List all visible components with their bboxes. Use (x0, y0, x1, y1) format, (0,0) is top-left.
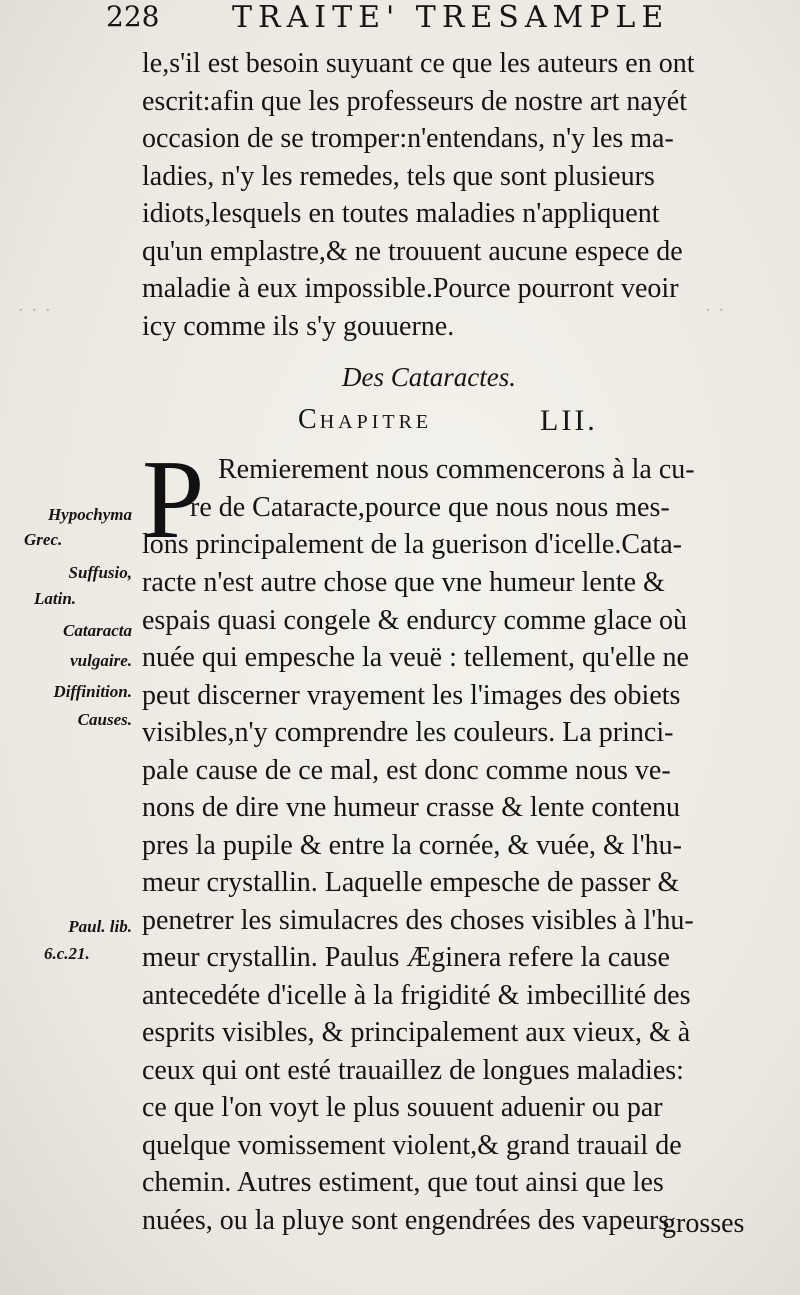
text-line: racte n'est autre chose que vne humeur lente & (142, 567, 665, 598)
margin-note: vulgaire. (70, 651, 132, 670)
text-line: chemin. Autres estiment, que tout ainsi que les (142, 1167, 664, 1198)
text-line: esprits visibles, & principalement aux vieux, & à (142, 1017, 691, 1048)
text-line: quelque vomissement violent,& grand trauail de (142, 1130, 682, 1161)
margin-note: Cataracta (63, 621, 132, 640)
text-line: espais quasi congele & endurcy comme glace où (142, 605, 688, 636)
margin-note: Suffusio, (68, 563, 132, 582)
margin-note: Paul. lib. (68, 917, 132, 936)
bleed-through-mark: · · (705, 300, 726, 321)
text-line: ladies, n'y les remedes, tels que sont plusieurs (142, 161, 655, 192)
section-title: Des Cataractes. (342, 362, 516, 392)
text-line: lons principalement de la guerison d'icelle.Cata- (142, 529, 682, 560)
text-line: ce que l'on voyt le plus souuent aduenir ou par (142, 1092, 663, 1123)
chapter-label-initial: C (298, 404, 320, 435)
text-line: occasion de se tromper:n'entendans, n'y les ma- (142, 123, 674, 154)
text-line: meur crystallin. Laquelle empesche de passer & (142, 867, 680, 898)
text-line: nuée qui empesche la veuë : tellement, qu'elle ne (142, 642, 689, 673)
margin-note: Latin. (34, 589, 77, 608)
text-line: re de Cataracte,pource que nous nous mes- (190, 492, 670, 523)
text-line: le,s'il est besoin suyuant ce que les auteurs en ont (142, 48, 695, 79)
page-number: 228 (106, 0, 160, 33)
text-line: peut discerner vrayement les l'images des obiets (142, 680, 681, 711)
chapter-label-rest: HAPITRE (319, 411, 433, 433)
margin-note: Grec. (24, 530, 63, 549)
chapter-heading (298, 404, 432, 436)
text-line: Remierement nous commencerons à la cu- (218, 454, 695, 485)
drop-cap: P (142, 438, 205, 562)
text-line: nons de dire vne humeur crasse & lente contenu (142, 792, 681, 823)
text-line: visibles,n'y comprendre les couleurs. La princi- (142, 717, 674, 748)
text-line: maladie à eux impossible.Pource pourront veoir (142, 273, 679, 304)
chapter-number: LII. (540, 404, 598, 437)
text-line: icy comme ils s'y gouuerne. (142, 311, 455, 342)
text-line: meur crystallin. Paulus Æginera refere la cause (142, 942, 670, 973)
running-head: TRAITE' TRESAMPLE (232, 0, 670, 35)
margin-note: 6.c.21. (44, 944, 90, 963)
text-line: ceux qui ont esté trauaillez de longues maladies: (142, 1055, 684, 1086)
catchword: grosses (662, 1208, 745, 1239)
text-line: pale cause de ce mal, est donc comme nous ve- (142, 755, 671, 786)
text-line: antecedéte d'icelle à la frigidité & imbecillité des (142, 980, 691, 1011)
text-line: nuées, ou la pluye sont engendrées des vapeurs (142, 1205, 670, 1236)
text-line: pres la pupile & entre la cornée, & vuée, & l'hu- (142, 830, 682, 861)
text-line: idiots,lesquels en toutes maladies n'appliquent (142, 198, 660, 229)
margin-note: Causes. (77, 710, 132, 729)
text-line: qu'un emplastre,& ne trouuent aucune espece de (142, 236, 683, 267)
bleed-through-mark: · · · (18, 300, 52, 321)
text-line: escrit:afin que les professeurs de nostre art nayét (142, 86, 688, 117)
margin-note: Hypochyma (47, 505, 132, 524)
margin-note: Diffinition. (53, 682, 132, 701)
text-line: penetrer les simulacres des choses visibles à l'hu- (142, 905, 694, 936)
